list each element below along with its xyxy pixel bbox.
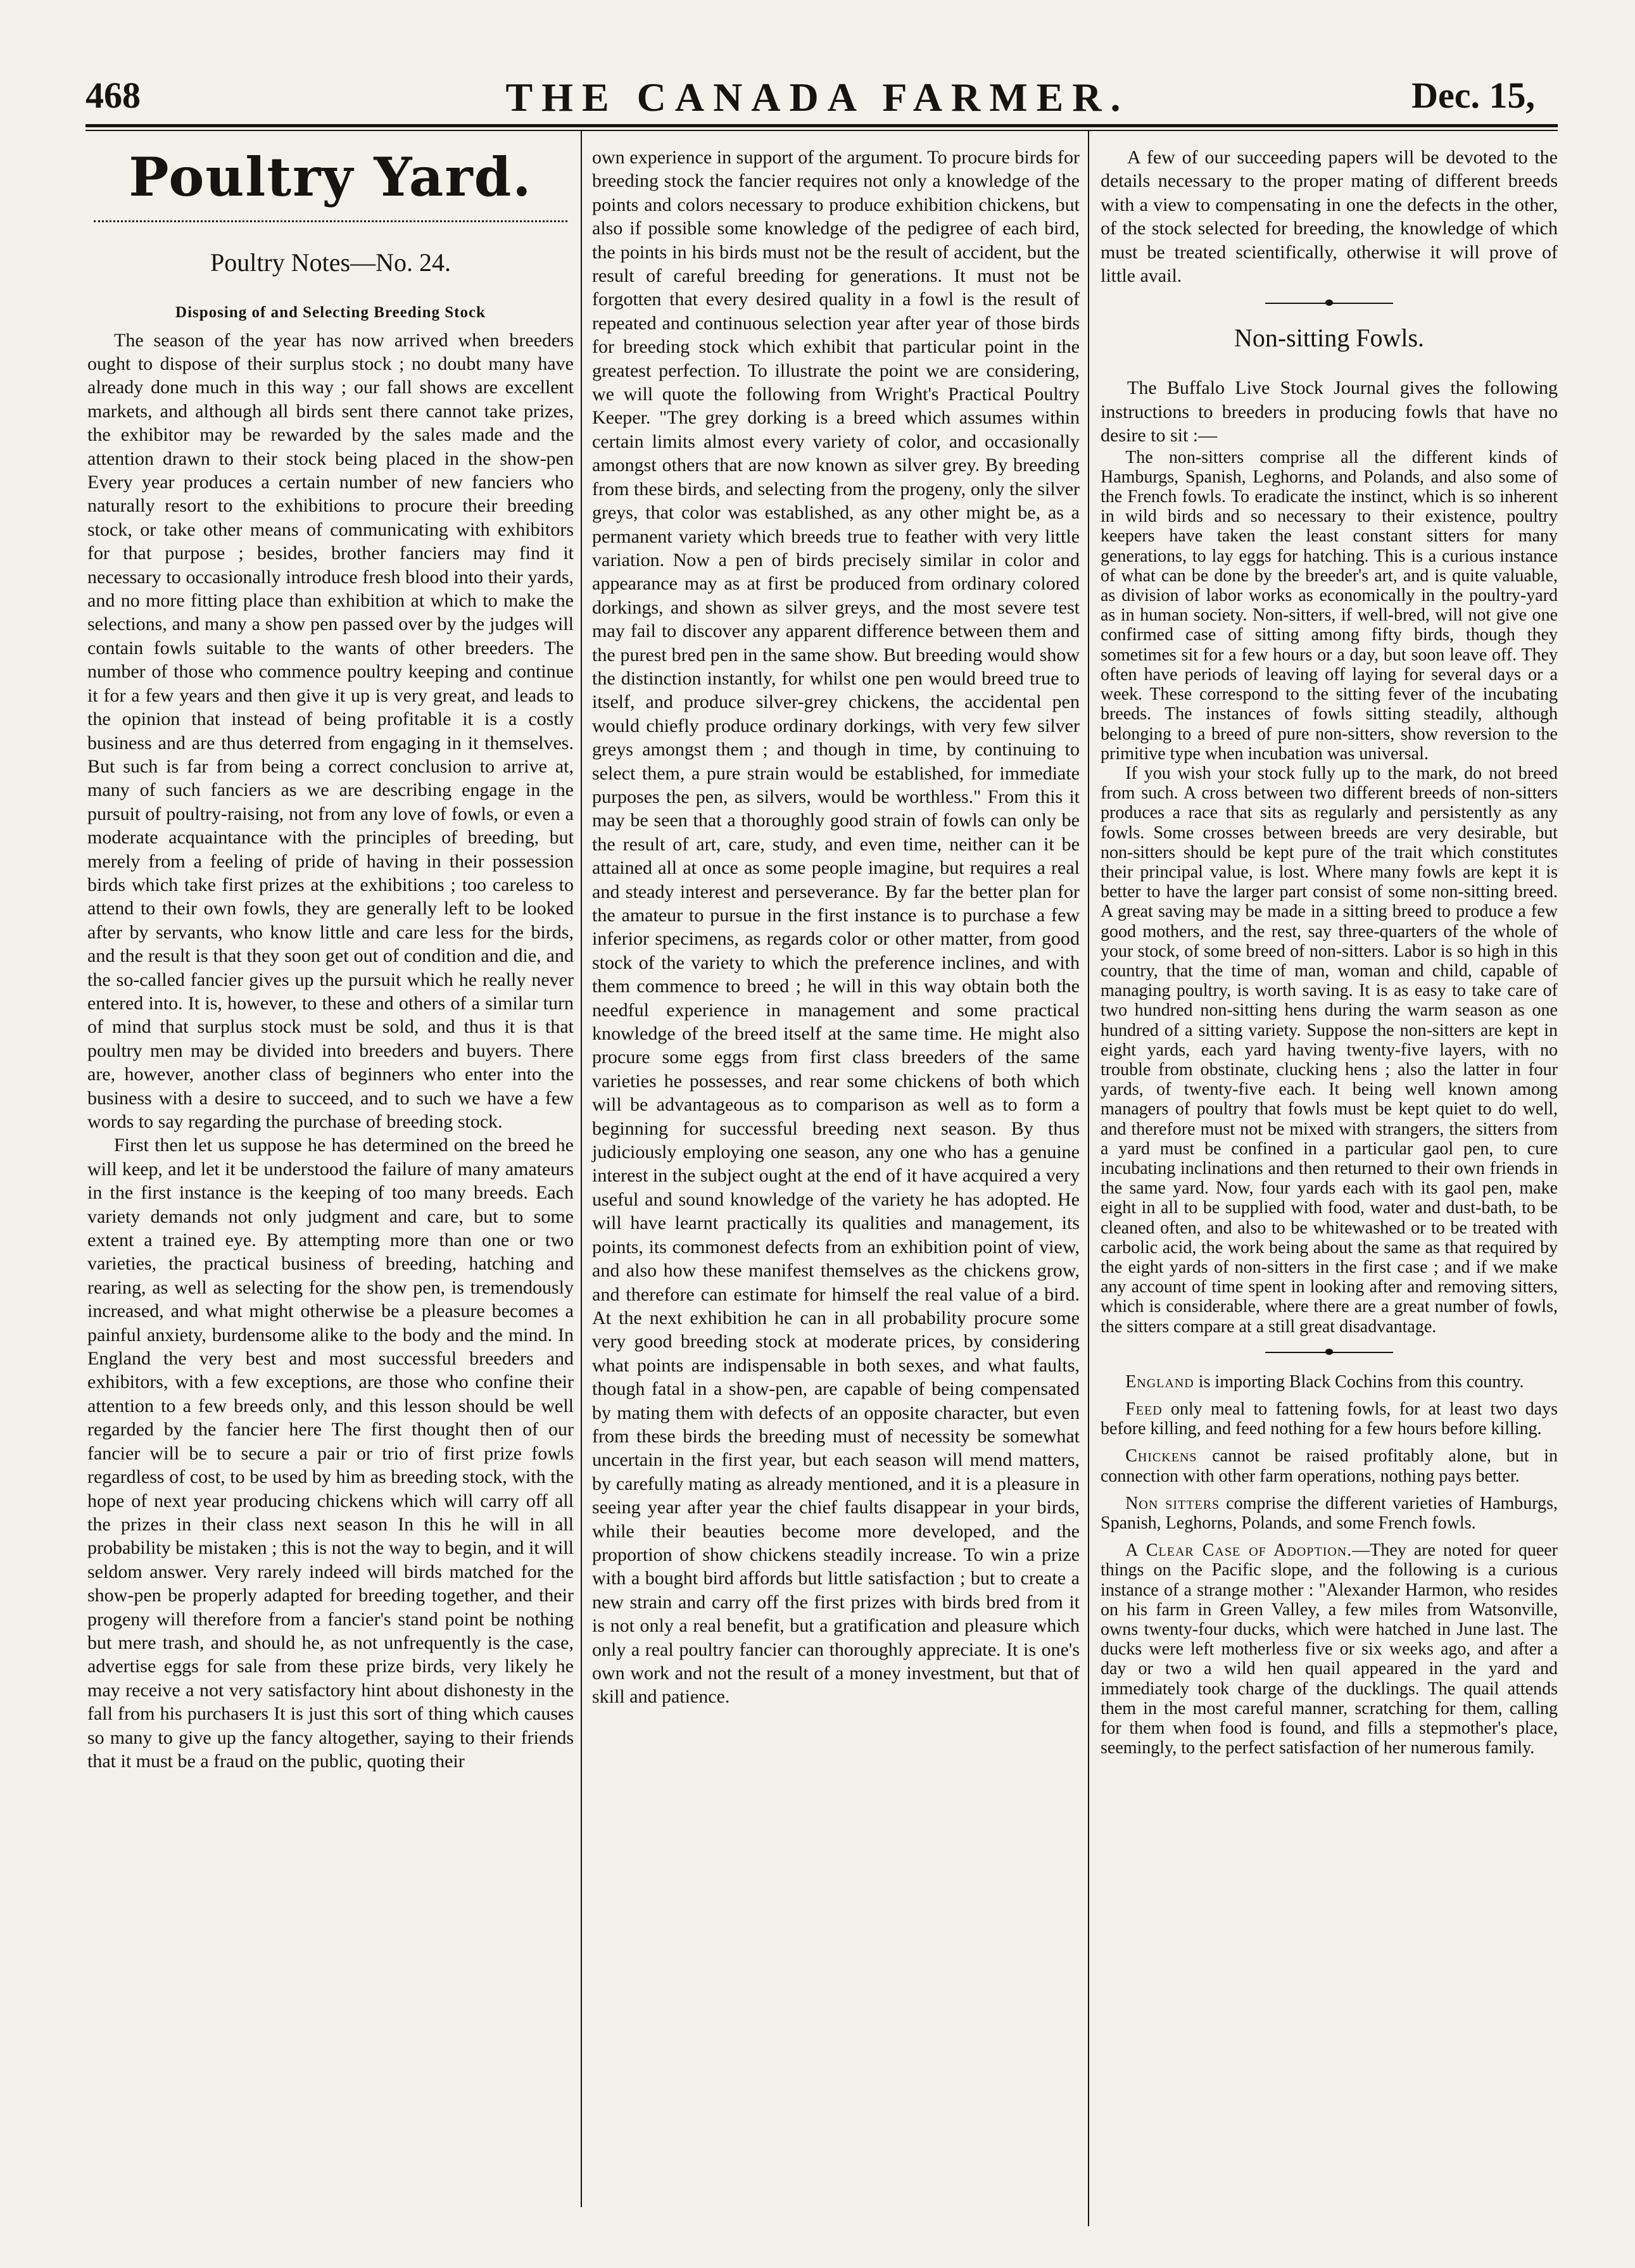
column-rule-2 [1088, 130, 1089, 2226]
note [1101, 1372, 1558, 1392]
note-lead: Chickens [1125, 1446, 1197, 1466]
note [1101, 1540, 1558, 1758]
ornamental-rule [1101, 300, 1558, 306]
note-text: is importing Black Cochins from this country. [1194, 1371, 1524, 1392]
note-text: comprise the different varieties of Hamburgs, Spanish, Leghorns, Polands, and some French fowls. [1101, 1493, 1558, 1534]
article-title: Poultry Notes—No. 24. [210, 248, 451, 277]
paragraph: The non-sitters comprise all the different kinds of Hamburgs, Spanish, Leghorns, and Polands, and also some of the French fowls. To eradicate the instinct, which is so inherent in wild birds and so necessary to their existence, poultry keepers have taken the least constant sitters for many generations, to lay eggs for hatching. This is a curious instance of what can be done by the breeder's art, and is quite valuable, as division of labor works as economically in the poultry-yard as in human society. Non-sitters, if well-bred, will not give one confirmed case of sitting among fifty birds, though they sometimes sit for a few hours or a day, but soon leave off. They often have periods of leaving off laying for several days or a week. These correspond to the sitting fever of the incubating breeds. The instances of fowls sitting steadily, although belonging to a breed of pure non-sitters, show reversion to the primitive type when incubation was universal. [1101, 447, 1558, 764]
dotted-rule [94, 220, 567, 222]
paragraph: The season of the year has now arrived when breeders ought to dispose of their surplus stock ; no doubt many have already done much in this way ; our fall shows are excellent markets, and although all birds sent there cannot take prizes, the exhibitor may be rewarded by the sales made and the attention drawn to their stock being placed in the show-pen Every year produces a certain number of new fanciers who naturally resort to the exhibitions to procure their breeding stock, or take other means of communicating with exhibitors for that purpose ; besides, brother fanciers may find it necessary to occasionally introduce fresh blood into their yards, and no more fitting place than exhibition at which to make the selections, and many a show pen passed over by the judges will contain fowls suitable to the wants of other breeders. The number of those who commence poultry keeping and continue it for a few years and then give it up is very great, and leads to the opinion that instead of being profitable it is a costly business and are thus deterred from engaging in it themselves. But such is far from being a correct conclusion to arrive at, many of such fanciers as we are describing engage in the pursuit of poultry-raising, not from any love of fowls, or even a moderate acquaintance with the principles of breeding, but merely from a feeling of pride of having in their possession birds which take first prizes at the exhibitions ; too careless to attend to their own fowls, they are generally left to be looked after by servants, who know little and care less for the birds, and the result is that they soon get out of condition and die, and the so-called fancier gives up the pursuit which he really never entered into. It is, however, to these and others of a similar turn of mind that surplus stock must be sold, and thus it is that poultry men may be divided into breeders and buyers. There are, however, another class of beginners who enter into the business with a desire to succeed, and to such we have a few words to say regarding the purchase of breeding stock. [87, 329, 574, 1132]
note [1101, 1446, 1558, 1485]
paragraph: The Buffalo Live Stock Journal gives the following instructions to breeders in producing fowls that have no desire to sit :— [1101, 377, 1558, 446]
paragraph: own experience in support of the argument. To procure birds for breeding stock the fancier requires not only a knowledge of the points and colors necessary to produce exhibition chickens, but also if possible some knowledge of the pedigree of each bird, the points in his birds must not be the result of accident, but the result of careful breeding for generations. It must not be forgotten that every desired quality in a fowl is the result of repeated and continuous selection year after year of those birds for breeding stock which exhibit that particular point in the greatest perfection. To illustrate the point we are considering, we will quote the following from Wright's Practical Poultry Keeper. "The grey dorking is a breed which assumes within certain limits almost every variety of color, and occasionally amongst others that are now known as silver grey. By breeding from these birds, and selecting from the progeny, only the silver greys, that color was established, as any other might be, as a permanent variety which breeds true to feather with very little variation. Now a pen of birds precisely similar in color and appearance may as at first be produced from ordinary colored dorkings, and shown as silver greys, and the most severe test may fail to discover any apparent difference between them and the purest bred pen in the same show. But breeding would show the distinction instantly, for whilst one pen would breed true to itself, and produce silver-grey chickens, the accidental pen would chiefly produce ordinary dorkings, with very few silver greys amongst them ; and though in time, by continuing to select them, a pure strain would be established, for immediate purposes the pen, as silvers, would be worthless." From this it may be seen that a thoroughly good strain of fowls can only be the result of art, care, study, and even time, neither can it be attained all at once as some people imagine, but requires a real and steady interest and perseverance. By far the better plan for the amateur to pursue in the first instance is to purchase a few inferior specimens, as regards color or other matter, from good stock of the variety to which the preference inclines, and with them commence to breed ; he will in this way obtain both the needful experience in management and some practical knowledge of the breed itself at the same time. He might also procure some eggs from first class breeders of the same varieties he possesses, and rear some chickens of both which will be advantageous as to comparison as well as to form a beginning for successful breeding next season. By thus judiciously employing one season, any one who has a genuine interest in the subject ought at the end of it have acquired a very useful and sound knowledge of the variety he has adopted. He will have learnt practically its qualities and management, its points, its commonest defects from an exhibition point of view, and also how these manifest themselves as the chickens grow, and therefore can estimate for himself the real value of a bird. At the next exhibition he can in all probability procure some very good breeding stock at moderate prices, by considering what points are indispensable in both sexes, and what faults, though fatal in a show-pen, are capable of being compensated by mating them with defects of an opposite character, but even from these birds the breeding must of necessity be somewhat uncertain in the first year, but each season will mend matters, by carefully mating as already mentioned, and it is a pleasure in seeing year after year the chief faults disappear in your birds, while their beauties become more developed, and the proportion of show chickens steadily increase. To win a prize with a bought bird affords but little satisfaction ; but to create a new strain and carry off the first prizes with birds bred from it is not only a real benefit, but a gratification and pleasure which only a real poultry fancier can thoroughly appreciate. It is one's own work and not the result of a money investment, but that of skill and patience. [592, 147, 1080, 1708]
paragraph: A few of our succeeding papers will be devoted to the details necessary to the proper mating of different breeds with a view to compensating in one the defects in the other, of the stock selected for breeding, the knowledge of which must be treated scientifically, otherwise it will prove of little avail. [1101, 147, 1558, 287]
header-rule-thin [85, 130, 1558, 131]
note-text: —They are noted for queer things on the Pacific slope, and the following is a curious instance of a strange mother : "Alexander Harmon, who resides on his farm in Green Valley, a few miles from Watsonville, owns twenty-four ducks, which were hatched in June last. The ducks were left motherless five or six weeks ago, and after a day or two a wild hen quail appeared in the yard and immediately took charge of the ducklings. The quail attends them in the most careful manner, scratching for them, calling for them when food is found, and fills a stepmother's place, seemingly, to the perfect satisfaction of her numerous family. [1101, 1540, 1558, 1758]
note-lead: Non sitters [1125, 1493, 1220, 1513]
issue-date: Dec. 15, [1411, 75, 1535, 116]
column-3 [1101, 146, 1558, 1758]
note-text: only meal to fattening fowls, for at least two days before killing, and feed nothing for a few hours before killing. [1101, 1399, 1558, 1439]
paragraph: First then let us suppose he has determined on the breed he will keep, and let it be understood the failure of many amateurs in the first instance is the keeping of too many breeds. Each variety demands not only judgment and care, but to some extent a trained eye. By attempting more than one or two varieties, the practical business of breeding, hatching and rearing, as well as selecting for the show pen, is tremendously increased, and what might otherwise be a pleasure becomes a painful anxiety, burdensome alike to the body and the mind. In England the very best and most successful breeders and exhibitors, with a few exceptions, are those who confine their attention to a few breeds only, and this lesson should be well regarded by the fancier here The first thought then of our fancier will be to secure a pair or trio of first prize fowls regardless of cost, to be used by him as breeding stock, with the hope of next year producing chickens which will carry off all the prizes in their class next season In this he will in all probability be mistaken ; this is not the way to begin, and it will seldom answer. Very rarely indeed will birds matched for the show-pen be properly adapted for breeding together, and their progeny will therefore from a fancier's stand point be nothing but mere trash, and should he, as not unfrequently is the case, advertise eggs for sale from these prize birds, very likely he may receive a not very satisfactory hint about dishonesty in the fall from his purchasers It is just this sort of thing which causes so many to give up the fancy altogether, saying to their friends that it must be a fraud on the public, quoting their [87, 1135, 574, 1772]
column-rule-1 [581, 130, 582, 2207]
page-number: 468 [85, 75, 141, 116]
note-text: cannot be raised profitably alone, but in connection with other farm operations, nothing pays better. [1101, 1446, 1558, 1486]
ornamental-rule [1101, 1349, 1558, 1356]
column-2 [592, 146, 1080, 1709]
header-rule [85, 124, 1558, 127]
paragraph: If you wish your stock fully up to the mark, do not breed from such. A cross between two different breeds of non-sitters produces a race that sits as regularly and persistently as any fowls. Some crosses between breeds are very desirable, but non-sitters should be kept pure of the trait which constitutes their principal value, is lost. Where many fowls are kept it is better to have the larger part consist of some non-sitting breed. A great saving may be made in a sitting breed to produce a few good mothers, and the rest, say three-quarters of the whole of your stock, of some breed of non-sitters. Labor is so high in this country, that the time of man, woman and child, capable of managing poultry, is worth saving. It is as easy to take care of two hundred non-sitting hens during the warm season as one hundred of a sitting variety. Suppose the non-sitters are kept in eight yards, each yard having twenty-five layers, with no trouble from obstinate, clucking hens ; also the latter in four yards, of twenty-five each. It being well known among managers of poultry that fowls must be kept quiet to do well, and therefore must not be mixed with strangers, the sitters from a yard must be confined in a particular gaol pen, to cure incubating inclinations and then returned to their own friends in the same yard. Now, four yards each with its gaol pen, make eight in all to be supplied with food, water and dust-bath, to be cleaned often, and also to be whitewashed or to be treated with carbolic acid, the work being about the same as that required by the eight yards of non-sitters in the first case ; and if we make any account of time spent in looking after and removing sitters, which is considerable, where there are a great number of fowls, the sitters compare at a still great disadvantage. [1101, 763, 1558, 1337]
column-1 [87, 146, 574, 1773]
note [1101, 1494, 1558, 1533]
masthead-title: THE CANADA FARMER. [505, 75, 1130, 120]
article-title: Non-sitting Fowls. [1234, 324, 1425, 353]
note-lead: England [1125, 1371, 1194, 1392]
note [1101, 1399, 1558, 1439]
department-heading: Poultry Yard. [129, 146, 533, 208]
note-lead: A Clear Case of Adoption. [1125, 1540, 1353, 1561]
article-subtitle: Disposing of and Selecting Breeding Stock [175, 304, 486, 322]
note-lead: Feed [1125, 1399, 1163, 1419]
